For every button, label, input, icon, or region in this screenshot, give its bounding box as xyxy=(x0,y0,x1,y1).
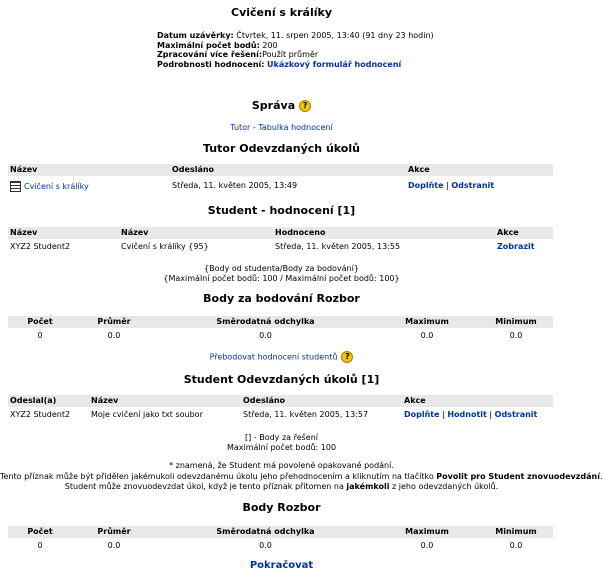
edit-link[interactable]: Doplňte xyxy=(404,409,440,419)
grading-stats-table xyxy=(8,316,553,341)
column-header: Akce xyxy=(408,165,430,174)
actions-cell xyxy=(402,407,553,421)
info-text: Tento příznak může být přidělen jakémukoli odevzdanému úkolu jeho přehodnocením a kliknutím na tlačítko xyxy=(0,472,437,481)
max-label: Maximální počet bodů: xyxy=(157,40,260,50)
student-assess-table xyxy=(8,227,553,252)
submission-link[interactable]: Cvičení s králíky xyxy=(24,181,89,191)
column-header: Název xyxy=(91,396,119,405)
submission-name: Moje cvičení jako txt soubor xyxy=(91,409,203,419)
body-stats-table xyxy=(8,526,553,551)
regrade-link[interactable]: Přebodovat hodnocení studentů xyxy=(209,352,338,362)
column-header: Odesláno xyxy=(172,165,215,174)
column-header: Počet xyxy=(27,317,53,326)
column-header: Název xyxy=(10,165,38,174)
column-header: Odeslal(a) xyxy=(10,396,57,405)
student-subs-table xyxy=(8,395,553,420)
multi-value: Použít průměr xyxy=(262,50,319,60)
column-header: Akce xyxy=(404,396,426,405)
edit-link[interactable]: Doplňte xyxy=(408,180,444,190)
column-header: Název xyxy=(121,228,149,237)
student-subs-title: Student Odevzdaných úkolů [1] xyxy=(183,373,380,386)
table-row xyxy=(8,328,553,342)
admin-title: Správa xyxy=(251,99,296,112)
column-header: Hodnoceno xyxy=(275,228,326,237)
info-line-2 xyxy=(0,472,603,482)
assignment-meta xyxy=(157,31,434,69)
stat-count: 0 xyxy=(37,330,43,340)
column-header: Průměr xyxy=(97,317,131,326)
column-header: Směrodatná odchylka xyxy=(216,527,315,536)
info-emphasis: Povolit pro Student znovuodevzdání xyxy=(436,472,600,481)
separator: | xyxy=(489,409,493,419)
continue-link[interactable]: Pokračovat xyxy=(249,560,314,571)
tutor-subs-table xyxy=(8,164,553,194)
body-stats-title: Body Rozbor xyxy=(242,501,321,514)
info-text: z jeho odevzdaných úkolů. xyxy=(389,482,499,491)
tutor-grades-link[interactable]: Tutor - Tabulka hodnocení xyxy=(230,123,333,132)
table-header xyxy=(8,164,553,176)
stat-max: 0.0 xyxy=(420,540,434,550)
stat-count: 0 xyxy=(37,540,43,550)
delete-link[interactable]: Odstranit xyxy=(494,409,538,419)
separator: | xyxy=(442,409,445,419)
submission-name-cell xyxy=(8,176,170,194)
assess-note-1: {Body od studenta/Body za bodování} xyxy=(204,264,359,273)
stat-min: 0.0 xyxy=(509,540,523,550)
table-header xyxy=(8,227,553,239)
table-header xyxy=(8,316,553,328)
column-header: Maximum xyxy=(405,317,449,326)
student-name: XYZ2 Student2 xyxy=(10,409,71,419)
student-name: XYZ2 Student2 xyxy=(10,241,71,251)
due-label: Datum uzávěrky: xyxy=(157,31,234,40)
info-emphasis: jakémkoli xyxy=(346,482,390,491)
column-header: Odesláno xyxy=(243,396,286,405)
table-row xyxy=(8,407,553,421)
column-header: Název xyxy=(10,228,38,237)
assess-note-2: {Maximální počet bodů: 100 / Maximální počet bodů: 100} xyxy=(163,274,400,283)
stat-stddev: 0.0 xyxy=(259,330,272,340)
help-icon[interactable]: ? xyxy=(341,351,353,363)
column-header: Počet xyxy=(27,527,53,536)
stat-max: 0.0 xyxy=(420,330,434,340)
info-line-1: * znamená, že Student má povolené opakované podání. xyxy=(169,461,394,470)
table-row xyxy=(8,538,553,552)
tutor-subs-title: Tutor Odevzdaných úkolů xyxy=(203,142,360,155)
actions-cell xyxy=(406,176,553,194)
view-link[interactable]: Zobrazit xyxy=(497,241,535,251)
column-header: Průměr xyxy=(97,527,131,536)
details-link[interactable]: Ukázkový formulář hodnocení xyxy=(267,59,402,69)
max-value: 200 xyxy=(262,40,278,50)
subs-note-2: Maximální počet bodů: 100 xyxy=(226,443,337,452)
column-header: Maximum xyxy=(405,527,449,536)
help-icon[interactable]: ? xyxy=(299,100,311,112)
table-header xyxy=(8,526,553,538)
regrade-wrap xyxy=(0,351,563,363)
subs-note-1: [] - Body za řešení xyxy=(244,433,318,442)
column-header: Minimum xyxy=(495,527,537,536)
column-header: Akce xyxy=(497,228,519,237)
info-text: . xyxy=(599,472,603,481)
column-header: Minimum xyxy=(495,317,537,326)
due-value: Čtvrtek, 11. srpen 2005, 13:40 (91 dny 23 hodin) xyxy=(236,31,434,40)
continue-wrap xyxy=(0,560,563,572)
column-header: Směrodatná odchylka xyxy=(216,317,315,326)
grading-stats-title: Body za bodování Rozbor xyxy=(203,292,360,305)
multi-label: Zpracování více řešení: xyxy=(157,50,263,60)
table-header xyxy=(8,395,553,407)
stat-mean: 0.0 xyxy=(107,540,121,550)
grade-link[interactable]: Hodnotit xyxy=(447,409,487,419)
student-assess-title: Student - hodnocení [1] xyxy=(207,204,356,217)
stat-stddev: 0.0 xyxy=(259,540,272,550)
admin-section-title xyxy=(0,99,563,112)
assessment-name: Cvičení s králíky {95} xyxy=(121,241,209,251)
stat-mean: 0.0 xyxy=(107,330,121,340)
stat-min: 0.0 xyxy=(509,330,523,340)
sent-date: Středa, 11. květen 2005, 13:57 xyxy=(243,409,369,419)
info-text: Student může znovuodevzdat úkol, když je tento příznak přítomen na xyxy=(64,482,347,491)
separator: | xyxy=(446,180,449,190)
document-icon xyxy=(10,181,21,192)
table-row xyxy=(8,239,553,253)
info-line-3 xyxy=(0,482,563,492)
delete-link[interactable]: Odstranit xyxy=(451,180,495,190)
tutor-link-wrap xyxy=(0,123,563,133)
table-row xyxy=(8,176,553,194)
sent-date: Středa, 11. květen 2005, 13:49 xyxy=(172,180,298,190)
page-title: Cvičení s králíky xyxy=(231,6,332,19)
details-label: Podrobnosti hodnocení: xyxy=(157,59,265,69)
assessed-date: Středa, 11. květen 2005, 13:55 xyxy=(275,241,401,251)
